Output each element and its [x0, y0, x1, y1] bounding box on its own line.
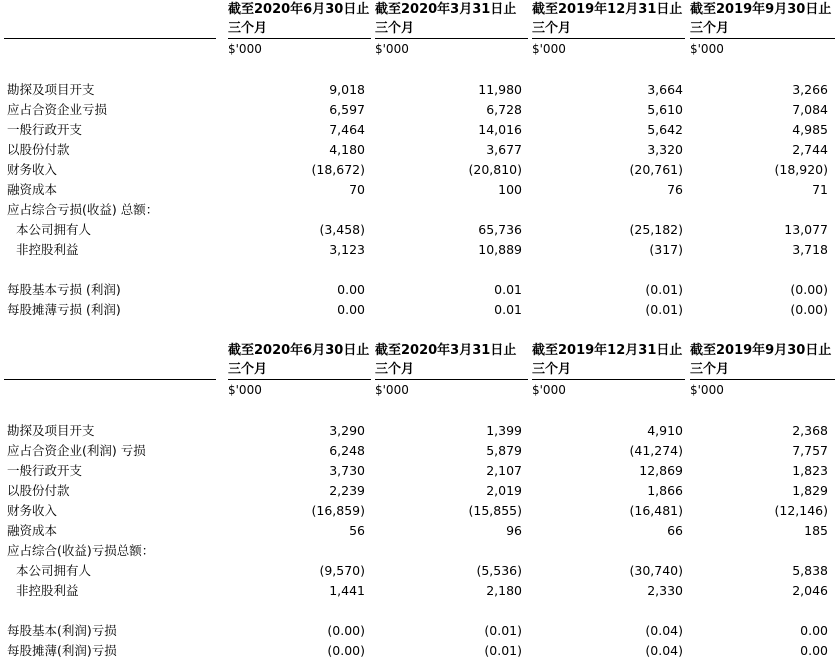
cell-value: 2,180	[486, 583, 522, 598]
column-months: 三个月	[690, 21, 730, 36]
cell-value: (20,761)	[629, 162, 683, 177]
row-label: 每股基本(利润)亏损	[7, 623, 117, 638]
cell-value: 9,018	[329, 82, 365, 97]
row-label: 非控股利益	[16, 583, 79, 598]
cell-value: 3,730	[329, 463, 365, 478]
table-row	[0, 461, 837, 481]
table-row-spacer	[0, 601, 837, 621]
column-months: 三个月	[690, 362, 730, 377]
column-unit: $'000	[532, 383, 566, 397]
cell-value: 56	[349, 523, 365, 538]
cell-value: (25,182)	[629, 222, 683, 237]
column-header	[228, 0, 378, 56]
table-row	[0, 200, 837, 220]
row-label: 一般行政开支	[7, 463, 83, 478]
column-period: 截至2020年3月31日止	[375, 2, 517, 17]
cell-value: 14,016	[478, 122, 522, 137]
column-unit: $'000	[228, 42, 262, 56]
cell-value: 7,084	[792, 102, 828, 117]
cell-value: 70	[349, 182, 365, 197]
column-header	[228, 341, 378, 397]
cell-value: 6,728	[486, 102, 522, 117]
cell-value: (9,570)	[319, 563, 365, 578]
column-months: 三个月	[532, 362, 572, 377]
column-months: 三个月	[228, 362, 268, 377]
header-rule	[375, 38, 528, 39]
cell-value: 12,869	[639, 463, 683, 478]
cell-value: 3,664	[647, 82, 683, 97]
row-label: 每股基本亏损 (利润)	[7, 282, 121, 297]
column-header	[690, 341, 837, 397]
column-months: 三个月	[228, 21, 268, 36]
cell-value: 1,866	[647, 483, 683, 498]
cell-value: 5,838	[792, 563, 828, 578]
cell-value: 2,330	[647, 583, 683, 598]
row-label: 每股摊薄(利润)亏损	[7, 643, 117, 658]
header-rule	[228, 38, 371, 39]
table-row	[0, 561, 837, 581]
column-period: 截至2019年12月31日止	[532, 343, 683, 358]
table-row	[0, 421, 837, 441]
cell-value: (0.01)	[484, 643, 522, 658]
row-label: 应占合资企业(利润) 亏损	[7, 443, 146, 458]
cell-value: 10,889	[478, 242, 522, 257]
cell-value: (16,481)	[629, 503, 683, 518]
row-label: 应占综合亏损(收益) 总额：	[7, 202, 159, 217]
cell-value: 0.00	[337, 302, 365, 317]
cell-value: 5,610	[647, 102, 683, 117]
table-row	[0, 481, 837, 501]
row-label: 勘探及项目开支	[7, 423, 95, 438]
column-unit: $'000	[690, 42, 724, 56]
column-unit: $'000	[375, 383, 409, 397]
financial-table-1	[0, 0, 837, 320]
cell-value: 76	[667, 182, 683, 197]
row-label: 非控股利益	[16, 242, 79, 257]
table-row	[0, 220, 837, 240]
cell-value: (317)	[649, 242, 683, 257]
cell-value: (12,146)	[774, 503, 828, 518]
cell-value: (0.01)	[645, 282, 683, 297]
cell-value: (0.00)	[327, 623, 365, 638]
table-row	[0, 100, 837, 120]
cell-value: 0.00	[800, 643, 828, 658]
header-rule	[532, 379, 685, 380]
cell-value: 2,046	[792, 583, 828, 598]
cell-value: 71	[812, 182, 828, 197]
cell-value: 3,718	[792, 242, 828, 257]
cell-value: 4,180	[329, 142, 365, 157]
cell-value: (0.00)	[790, 282, 828, 297]
row-label: 财务收入	[7, 503, 58, 518]
cell-value: 3,123	[329, 242, 365, 257]
column-header	[532, 0, 682, 56]
column-months: 三个月	[375, 21, 415, 36]
column-period: 截至2019年9月30日止	[690, 2, 832, 17]
cell-value: 0.01	[494, 282, 522, 297]
row-label: 应占综合(收益)亏损总额：	[7, 543, 155, 558]
table-row	[0, 441, 837, 461]
table-row	[0, 581, 837, 601]
column-header	[532, 341, 682, 397]
column-period: 截至2020年6月30日止	[228, 2, 370, 17]
column-period: 截至2019年9月30日止	[690, 343, 832, 358]
table-row	[0, 501, 837, 521]
cell-value: 0.00	[800, 623, 828, 638]
row-label: 本公司拥有人	[16, 563, 92, 578]
cell-value: 2,744	[792, 142, 828, 157]
cell-value: 1,829	[792, 483, 828, 498]
cell-value: 4,910	[647, 423, 683, 438]
cell-value: 65,736	[478, 222, 522, 237]
row-label: 融资成本	[7, 182, 58, 197]
column-months: 三个月	[532, 21, 572, 36]
cell-value: (15,855)	[468, 503, 522, 518]
column-months: 三个月	[375, 362, 415, 377]
header-rule	[4, 38, 216, 39]
cell-value: 3,320	[647, 142, 683, 157]
row-label: 勘探及项目开支	[7, 82, 95, 97]
cell-value: 6,248	[329, 443, 365, 458]
cell-value: (0.00)	[327, 643, 365, 658]
cell-value: (20,810)	[468, 162, 522, 177]
row-label: 本公司拥有人	[16, 222, 92, 237]
cell-value: (0.04)	[645, 623, 683, 638]
cell-value: (0.04)	[645, 643, 683, 658]
cell-value: (0.01)	[484, 623, 522, 638]
row-label: 融资成本	[7, 523, 58, 538]
cell-value: (5,536)	[476, 563, 522, 578]
table-row	[0, 160, 837, 180]
cell-value: 1,441	[329, 583, 365, 598]
table-row	[0, 621, 837, 641]
cell-value: 3,290	[329, 423, 365, 438]
column-unit: $'000	[228, 383, 262, 397]
header-rule	[228, 379, 371, 380]
cell-value: (18,920)	[774, 162, 828, 177]
table-row	[0, 280, 837, 300]
cell-value: 100	[498, 182, 522, 197]
column-period: 截至2020年3月31日止	[375, 343, 517, 358]
column-unit: $'000	[532, 42, 566, 56]
cell-value: (0.01)	[645, 302, 683, 317]
column-unit: $'000	[375, 42, 409, 56]
cell-value: 3,266	[792, 82, 828, 97]
cell-value: 5,879	[486, 443, 522, 458]
cell-value: 96	[506, 523, 522, 538]
cell-value: 2,368	[792, 423, 828, 438]
table-row	[0, 541, 837, 561]
table-row	[0, 240, 837, 260]
table-header	[0, 341, 837, 401]
column-header	[375, 341, 525, 397]
table-row	[0, 641, 837, 661]
column-period: 截至2019年12月31日止	[532, 2, 683, 17]
column-unit: $'000	[690, 383, 724, 397]
table-row	[0, 300, 837, 320]
cell-value: (41,274)	[629, 443, 683, 458]
cell-value: (3,458)	[319, 222, 365, 237]
table-row	[0, 120, 837, 140]
header-rule	[375, 379, 528, 380]
cell-value: 7,757	[792, 443, 828, 458]
row-label: 应占合资企业亏损	[7, 102, 108, 117]
cell-value: 11,980	[478, 82, 522, 97]
row-label: 以股份付款	[7, 483, 70, 498]
table-header	[0, 0, 837, 60]
table-body	[0, 80, 837, 320]
column-header	[690, 0, 837, 56]
table-body	[0, 421, 837, 661]
column-period: 截至2020年6月30日止	[228, 343, 370, 358]
table-row	[0, 140, 837, 160]
table-row-spacer	[0, 260, 837, 280]
row-label: 一般行政开支	[7, 122, 83, 137]
cell-value: 185	[804, 523, 828, 538]
cell-value: (30,740)	[629, 563, 683, 578]
cell-value: 4,985	[792, 122, 828, 137]
cell-value: 0.00	[337, 282, 365, 297]
cell-value: 3,677	[486, 142, 522, 157]
row-label: 以股份付款	[7, 142, 70, 157]
cell-value: 66	[667, 523, 683, 538]
cell-value: 2,239	[329, 483, 365, 498]
table-row	[0, 180, 837, 200]
cell-value: 0.01	[494, 302, 522, 317]
row-label: 财务收入	[7, 162, 58, 177]
financial-table-2	[0, 341, 837, 661]
cell-value: (18,672)	[311, 162, 365, 177]
cell-value: (16,859)	[311, 503, 365, 518]
column-header	[375, 0, 525, 56]
header-rule	[690, 38, 835, 39]
cell-value: 5,642	[647, 122, 683, 137]
row-label: 每股摊薄亏损 (利润)	[7, 302, 121, 317]
header-rule	[4, 379, 216, 380]
cell-value: 1,399	[486, 423, 522, 438]
cell-value: 2,019	[486, 483, 522, 498]
cell-value: 13,077	[784, 222, 828, 237]
table-row	[0, 80, 837, 100]
cell-value: 6,597	[329, 102, 365, 117]
cell-value: 1,823	[792, 463, 828, 478]
header-rule	[532, 38, 685, 39]
table-row	[0, 521, 837, 541]
header-rule	[690, 379, 835, 380]
cell-value: (0.00)	[790, 302, 828, 317]
cell-value: 2,107	[486, 463, 522, 478]
cell-value: 7,464	[329, 122, 365, 137]
